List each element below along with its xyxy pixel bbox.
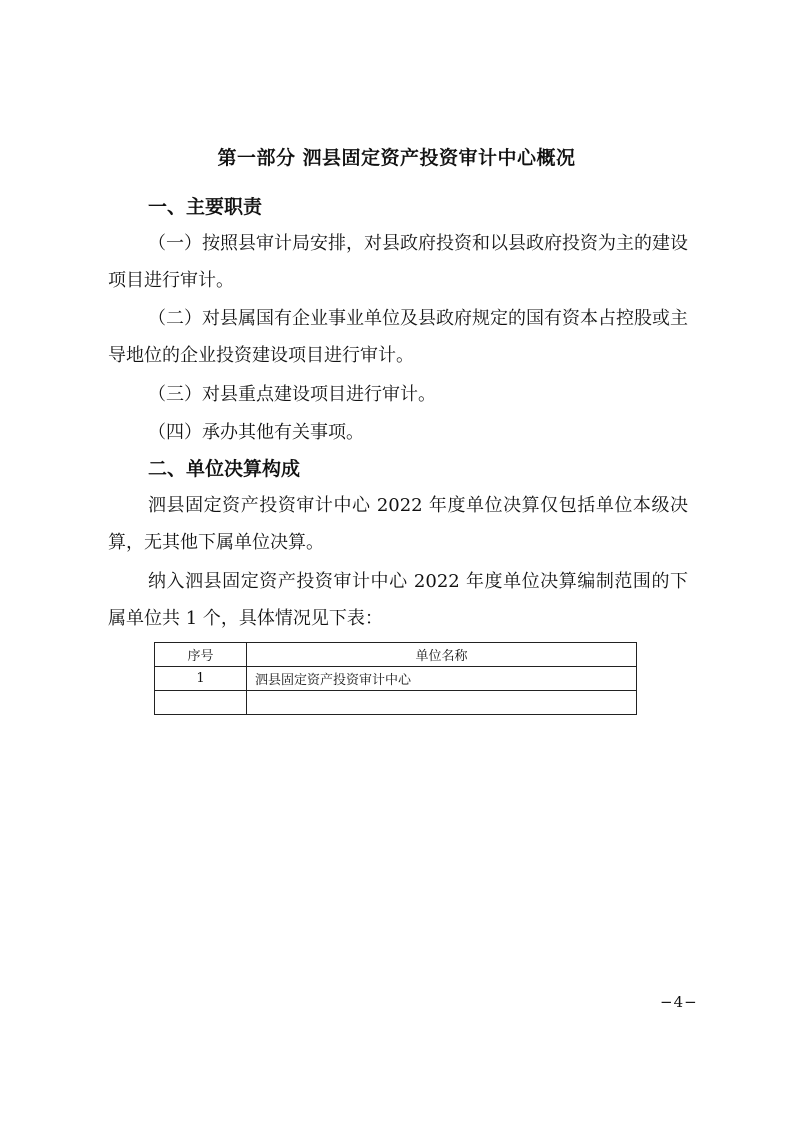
section-heading-composition: 二、单位决算构成	[148, 458, 301, 480]
table-row	[155, 667, 637, 691]
cell-serial-number	[155, 691, 247, 715]
header-serial-number: 序号	[155, 643, 247, 667]
header-unit-name: 单位名称	[247, 643, 637, 667]
duty-item-1: （一）按照县审计局安排，对县政府投资和以县政府投资为主的建设项目进行审计。	[108, 233, 688, 291]
composition-paragraph-2: 纳入泗县固定资产投资审计中心 2022 年度单位决算编制范围的下属单位共 1 个，具体情况见下表：	[108, 571, 688, 629]
duty-item-4: （四）承办其他有关事项。	[148, 422, 364, 443]
table-row	[155, 691, 637, 715]
page-number: −4−	[660, 993, 698, 1011]
page-title: 第一部分 泗县固定资产投资审计中心概况	[217, 147, 576, 169]
duty-item-2: （二）对县属国有企业事业单位及县政府规定的国有资本占控股或主导地位的企业投资建设项目进行审计。	[108, 308, 688, 366]
table-header-row	[155, 643, 637, 667]
composition-paragraph-1: 泗县固定资产投资审计中心 2022 年度单位决算仅包括单位本级决算，无其他下属单位决算。	[108, 495, 688, 553]
subordinate-units-table	[154, 642, 637, 715]
cell-unit-name: 泗县固定资产投资审计中心	[247, 667, 637, 691]
section-heading-duties: 一、主要职责	[148, 196, 263, 218]
cell-serial-number: 1	[155, 667, 247, 691]
cell-unit-name	[247, 691, 637, 715]
duty-item-3: （三）对县重点建设项目进行审计。	[148, 384, 436, 405]
